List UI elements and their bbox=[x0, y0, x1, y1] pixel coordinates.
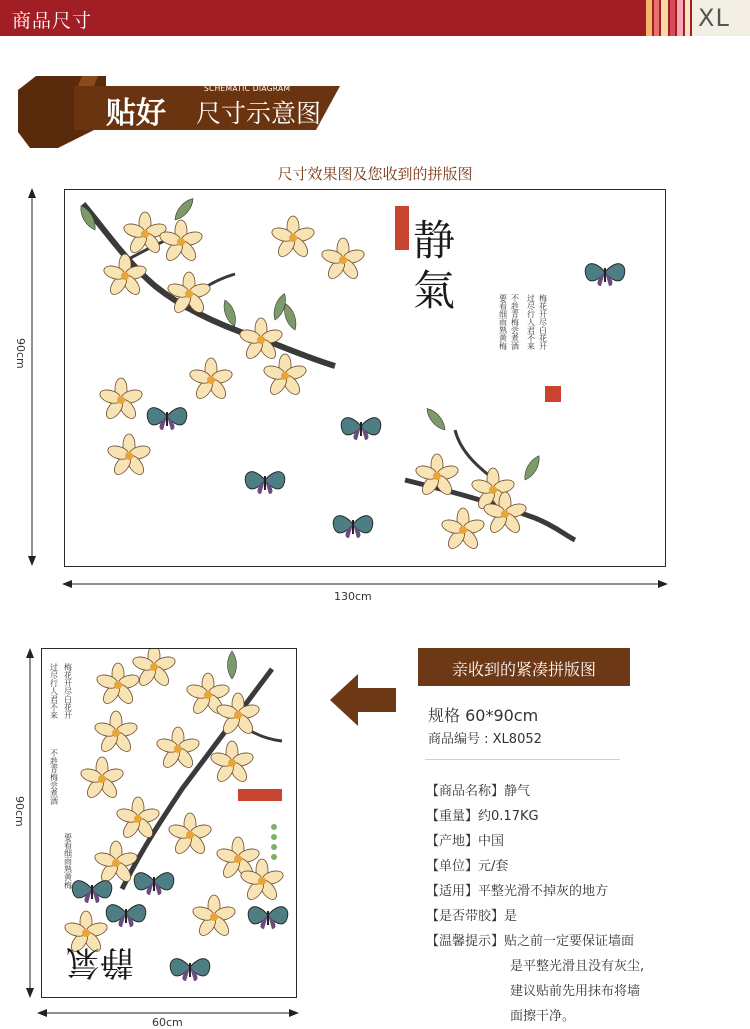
effect-width-label: 130cm bbox=[334, 590, 372, 603]
height-dimension-line bbox=[22, 188, 42, 568]
layout-width-label: 60cm bbox=[152, 1016, 183, 1029]
info-row-unit bbox=[426, 855, 508, 874]
svg-text:不趁青梅尝煮酒: 不趁青梅尝煮酒 bbox=[510, 294, 520, 350]
tip-line-2: 是平整光滑且没有灰尘, bbox=[510, 959, 645, 974]
info-key: 【是否带胶】 bbox=[426, 909, 505, 924]
left-arrow-icon bbox=[330, 674, 400, 726]
info-key: 【重量】 bbox=[426, 809, 479, 824]
effect-height-label: 90cm bbox=[14, 338, 27, 369]
svg-text:过尽行人君不来: 过尽行人君不来 bbox=[49, 663, 59, 719]
top-header-bar bbox=[0, 0, 750, 36]
effect-caption: 尺寸效果图及您收到的拼版图 bbox=[277, 165, 473, 183]
info-row-origin bbox=[426, 830, 504, 849]
info-value: 是 bbox=[504, 909, 518, 924]
svg-text:梅花开尽白花开: 梅花开尽白花开 bbox=[63, 663, 73, 719]
svg-text:要看细雨熟黄梅: 要看细雨熟黄梅 bbox=[498, 294, 508, 350]
info-row-name bbox=[426, 780, 530, 799]
banner-bold-text: 贴好 bbox=[106, 96, 166, 131]
svg-text:不趁青梅尝煮酒: 不趁青梅尝煮酒 bbox=[49, 749, 59, 805]
info-row-tip bbox=[426, 930, 634, 949]
info-value: 平整光滑不掉灰的地方 bbox=[478, 884, 609, 899]
effect-calligraphy: 静氣 bbox=[413, 216, 456, 315]
info-value: 元/套 bbox=[478, 859, 509, 874]
info-value: 约0.17KG bbox=[478, 809, 539, 824]
effect-image bbox=[64, 189, 666, 567]
brand-logo: XL bbox=[698, 4, 730, 32]
svg-text:梅花开尽白花开: 梅花开尽白花开 bbox=[538, 294, 548, 350]
divider bbox=[425, 759, 620, 760]
info-value: 中国 bbox=[478, 834, 505, 849]
spec-code: 商品编号 : XL8052 bbox=[428, 732, 542, 747]
info-key: 【商品名称】 bbox=[426, 784, 505, 799]
info-row-weight bbox=[426, 805, 539, 824]
section-banner bbox=[18, 76, 340, 148]
layout-calligraphy: 静氣 bbox=[66, 942, 134, 982]
tip-line-3: 建议贴前先用抹布将墙 bbox=[510, 984, 641, 999]
info-key: 【适用】 bbox=[426, 884, 479, 899]
info-value: 静气 bbox=[504, 784, 531, 799]
svg-text:过尽行人君不来: 过尽行人君不来 bbox=[526, 294, 536, 350]
banner-english: SCHEMATIC DIAGRAM bbox=[204, 84, 291, 93]
info-key: 【单位】 bbox=[426, 859, 479, 874]
header-title: 商品尺寸 bbox=[12, 10, 93, 32]
layout-image bbox=[41, 648, 297, 998]
layout-height-label: 90cm bbox=[13, 796, 26, 827]
spec-size: 规格 60*90cm bbox=[428, 706, 539, 725]
tip-line-4: 面擦干净。 bbox=[510, 1009, 576, 1024]
info-key: 【产地】 bbox=[426, 834, 479, 849]
flower-branch-illustration bbox=[65, 190, 665, 566]
info-row-usage bbox=[426, 880, 608, 899]
svg-text:要看细雨熟黄梅: 要看细雨熟黄梅 bbox=[63, 833, 73, 889]
info-value: 贴之前一定要保证墙面 bbox=[504, 934, 635, 949]
info-key: 【温馨提示】 bbox=[426, 934, 505, 949]
header-stripes bbox=[640, 0, 750, 36]
layout-tag-text: 亲收到的紧凑拼版图 bbox=[451, 660, 596, 679]
banner-text: 尺寸示意图 bbox=[196, 99, 322, 128]
layout-tag bbox=[418, 648, 630, 686]
info-row-adhesive bbox=[426, 905, 517, 924]
